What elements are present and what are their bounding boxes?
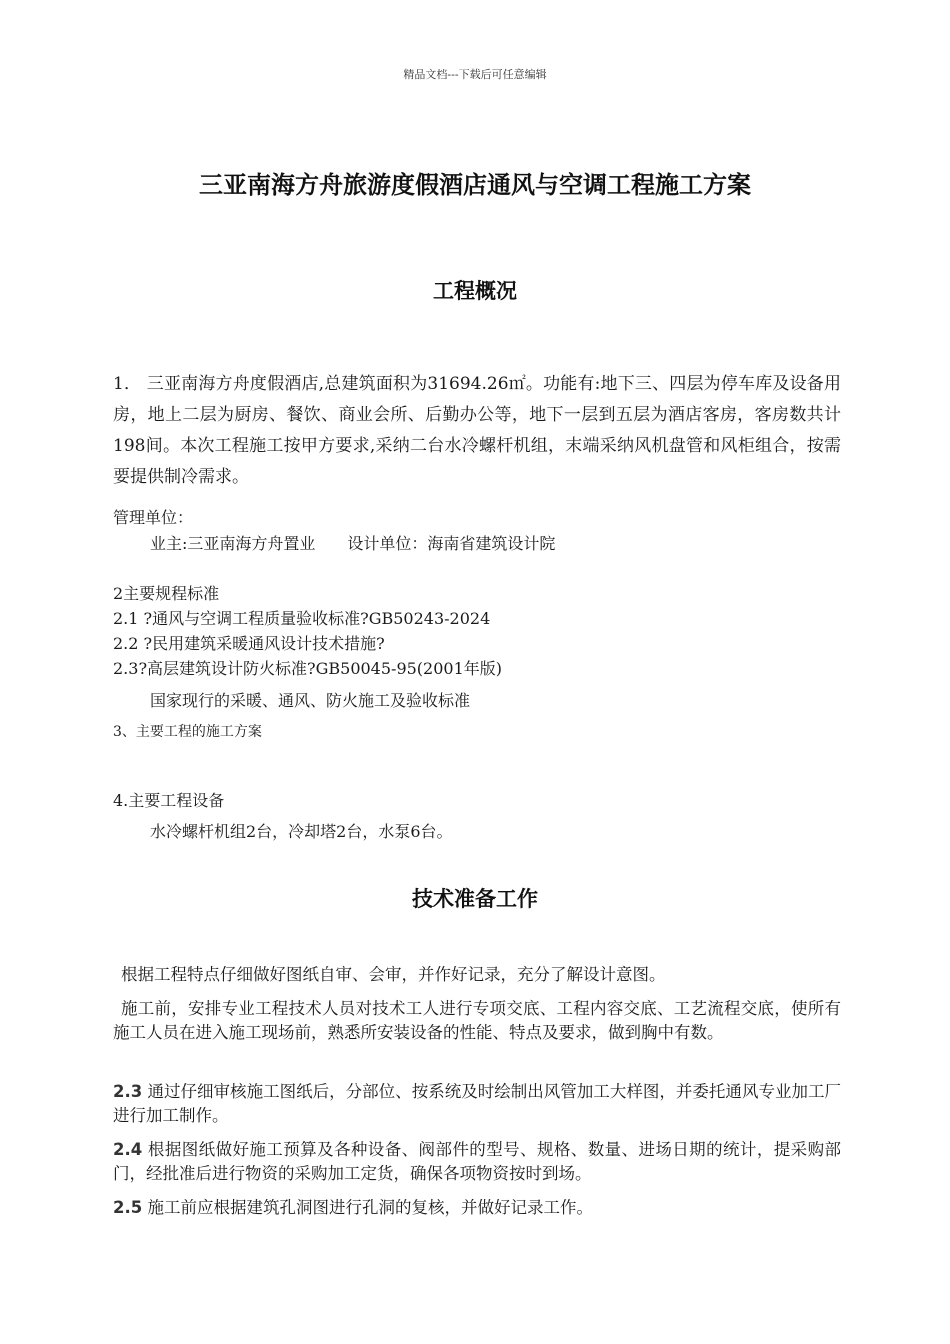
standard-item: 2.1 ?通风与空调工程质量验收标准?GB50243-2024 (113, 609, 491, 628)
tech-prep-paragraph-2: 施工前，安排专业工程技术人员对技术工人进行专项交底、工程内容交底、工艺流程交底，使所有施工人员在进入施工现场前，熟悉所安装设备的性能、特点及要求，做到胸中有数。 (113, 999, 841, 1042)
item-number: 2.5 (113, 1198, 143, 1217)
management-label: 管理单位： (113, 508, 194, 527)
overview-paragraph: 1． 三亚南海方舟度假酒店,总建筑面积为31694.26㎡。功能有:地下三、四层为停车库及设备用房，地上二层为厨房、餐饮、商业会所、后勤办公等，地下一层到五层为酒店客房，客房数共计198间。本次工程施工按甲方要求,采纳二台水冷螺杆机组，末端采纳风机盘管和风柜组合，按需要提供制冷需求。 (113, 374, 841, 487)
item-text: 通过仔细审核施工图纸后，分部位、按系统及时绘制出风管加工大样图，并委托通风专业加工厂进行加工制作。 (113, 1082, 842, 1125)
tech-prep-item (113, 1138, 841, 1186)
item-number: 2.4 (113, 1140, 143, 1159)
equipment-heading: 4.主要工程设备 (113, 791, 225, 810)
equipment-line: 水冷螺杆机组2台，冷却塔2台，水泵6台。 (150, 822, 453, 841)
item-text: 根据图纸做好施工预算及各种设备、阀部件的型号、规格、数量、进场日期的统计，提采购部门，经批准后进行物资的采购加工定货，确保各项物资按时到场。 (113, 1140, 842, 1183)
section-heading-tech-prep: 技术准备工作 (412, 887, 538, 911)
document-title: 三亚南海方舟旅游度假酒店通风与空调工程施工方案 (199, 171, 751, 199)
owner-designer-line: 业主:三亚南海方舟置业 设计单位：海南省建筑设计院 (150, 534, 556, 553)
standard-item: 2.3?高层建筑设计防火标准?GB50045-95(2001年版) (113, 659, 503, 678)
standards-heading: 2主要规程标准 (113, 584, 220, 603)
item-text: 施工前应根据建筑孔洞图进行孔洞的复核，并做好记录工作。 (147, 1198, 593, 1217)
tech-prep-item (113, 1080, 841, 1128)
header-watermark: 精品文档---下载后可任意编辑 (403, 68, 547, 81)
standard-item: 2.2 ?民用建筑采暖通风设计技术措施? (113, 634, 385, 653)
tech-prep-paragraph-1: 根据工程特点仔细做好图纸自审、会审，并作好记录，充分了解设计意图。 (121, 965, 666, 984)
item-number: 2.3 (113, 1082, 143, 1101)
standards-note: 国家现行的采暖、通风、防火施工及验收标准 (150, 691, 471, 710)
section-heading-overview: 工程概况 (433, 279, 517, 303)
tech-prep-item (113, 1196, 841, 1220)
construction-plan-heading: 3、主要工程的施工方案 (113, 724, 262, 740)
